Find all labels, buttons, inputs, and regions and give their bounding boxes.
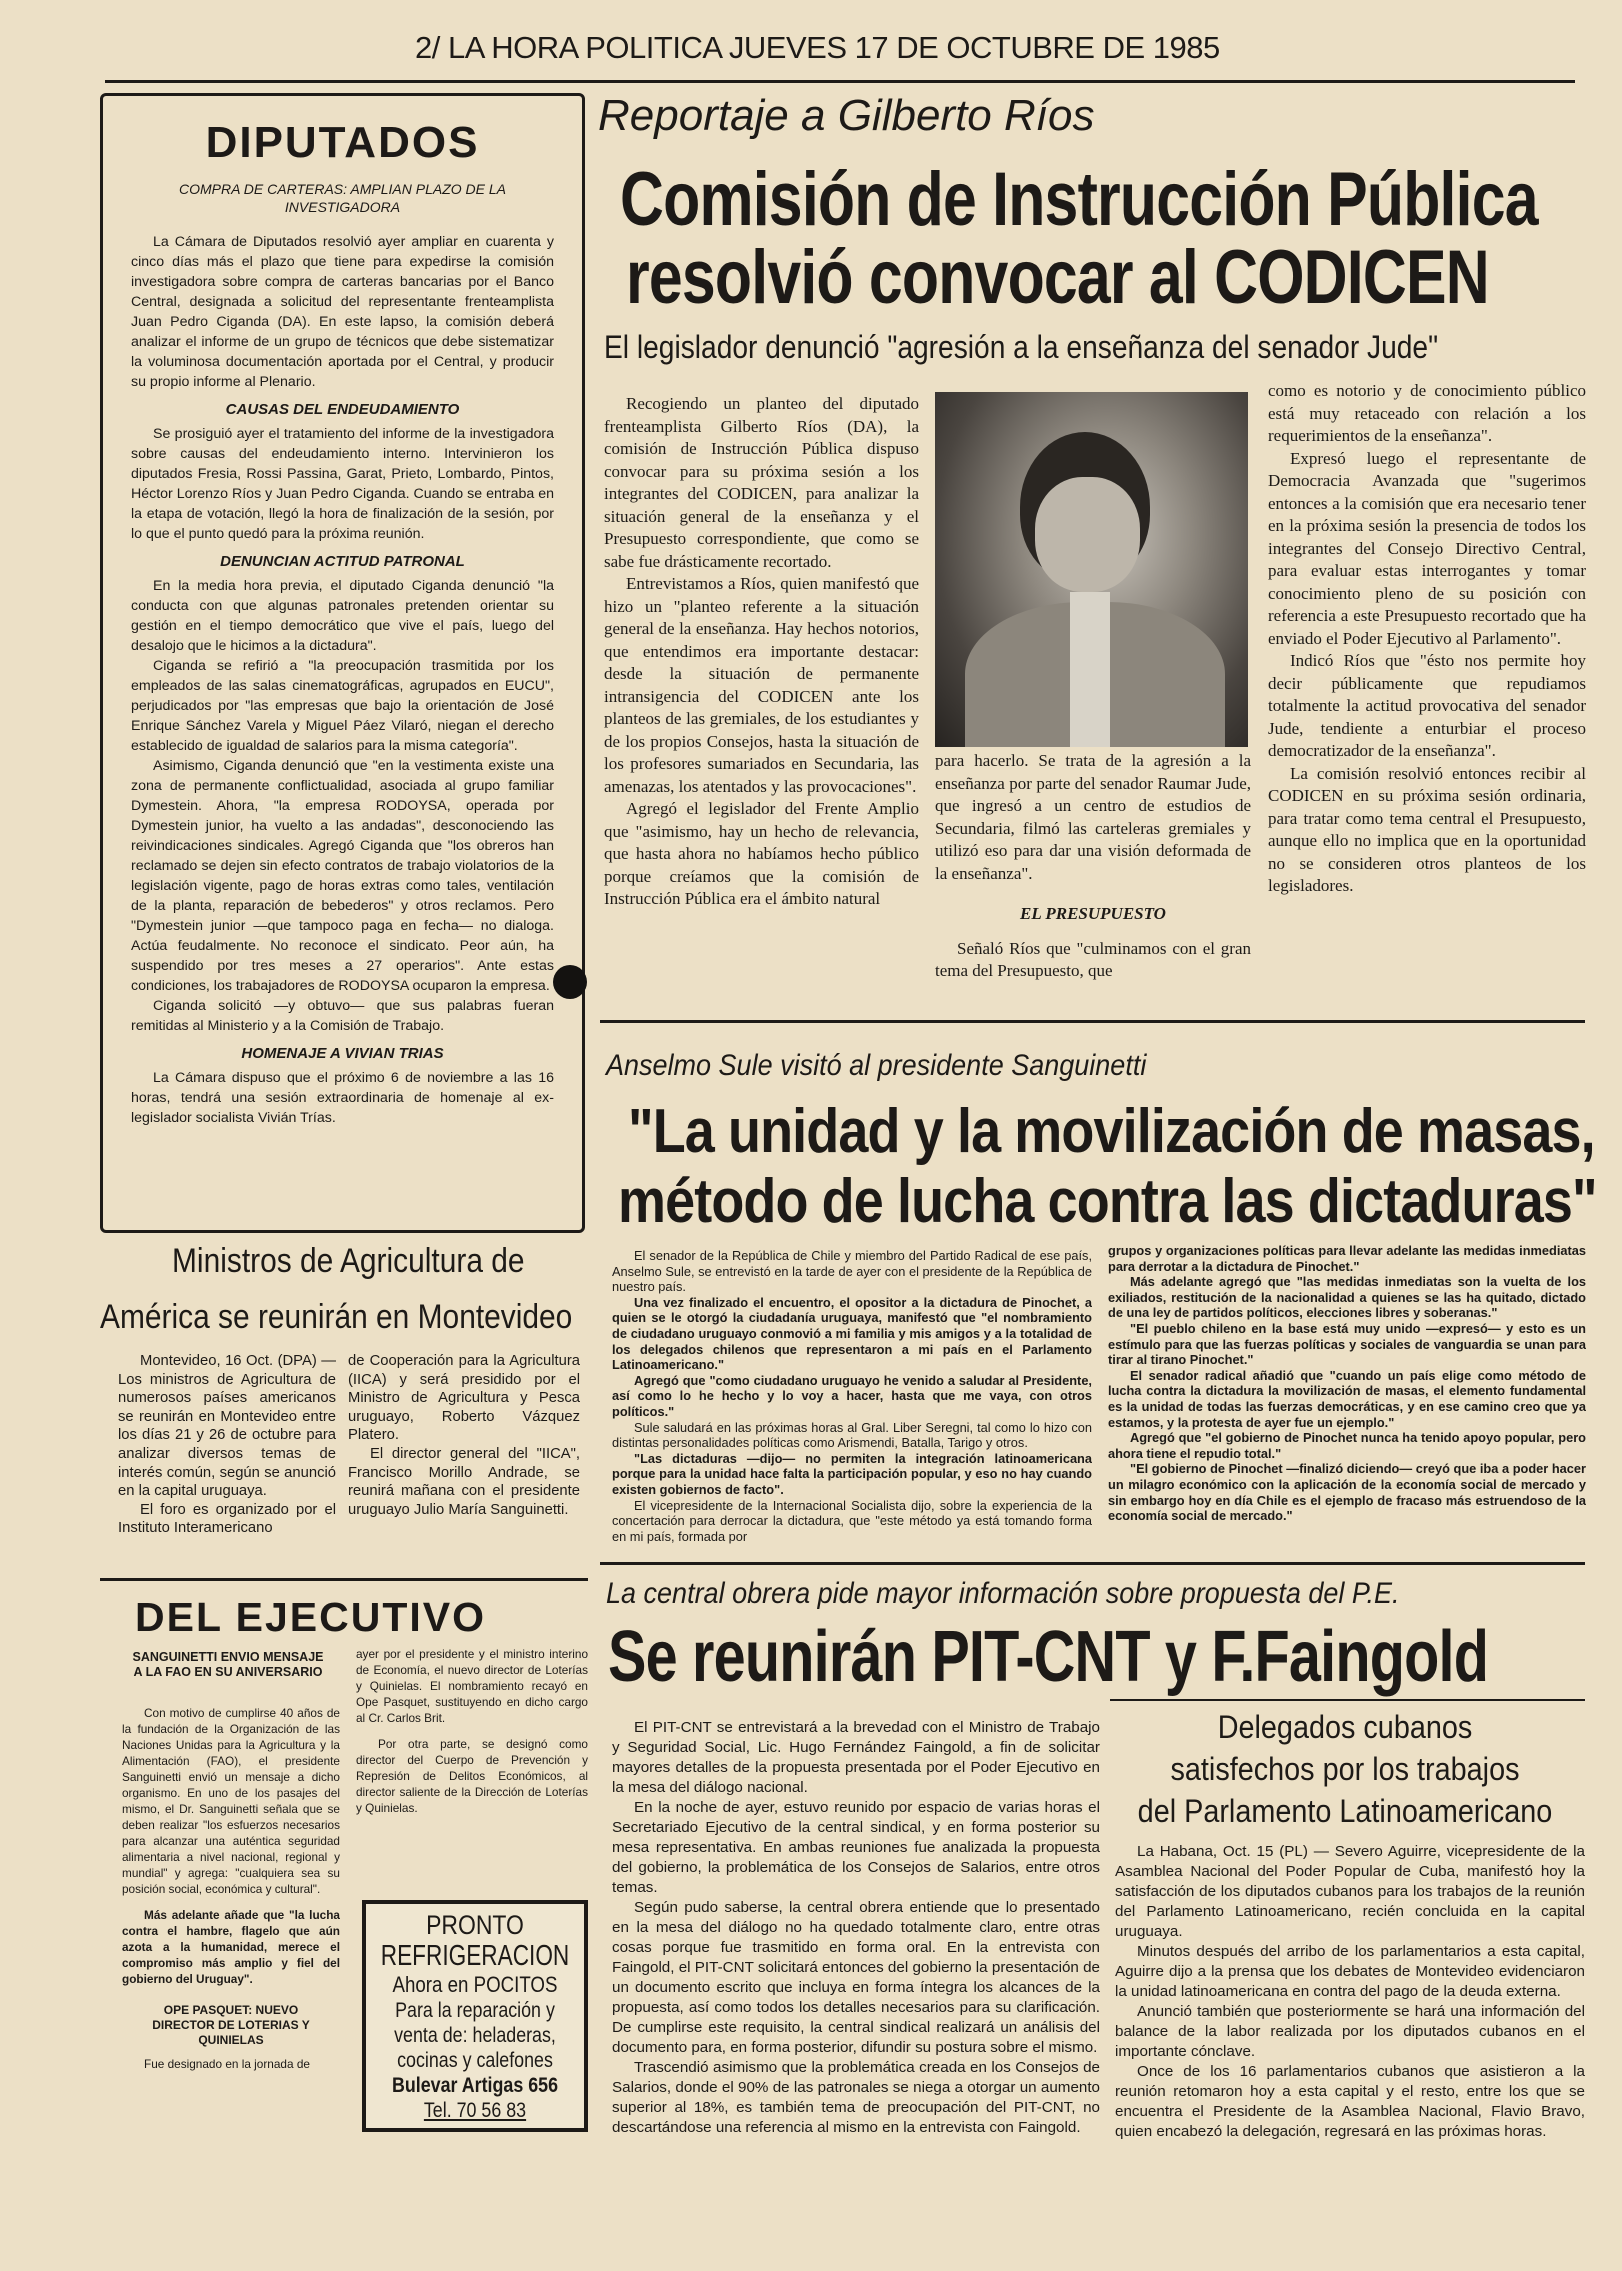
ejecutivo-col1 [122,1705,340,2145]
sule-col2-p6: "El gobierno de Pinochet —finalizó diciendo— creyó que iba a poder hacer un milagro económico con la aplicación de la economía social de mercado y sin embargo hoy en día Chile es el ejemplo de fracaso más estruendoso de la economía social de mercado." [1108,1461,1586,1524]
sule-col1-p4: Sule saludará en las próximas horas al Gral. Liber Seregni, tal como lo hizo con distintas personalidades políticas como Arismendi, Batalla, Tarigo y otros. [612,1419,1092,1451]
sule-bottom-rule [600,1562,1585,1565]
sule-col1 [612,1248,1092,1558]
pit-kicker: La central obrera pide mayor información sobre propuesta del P.E. [606,1577,1400,1610]
diputados-p2: Se prosiguió ayer el tratamiento del informe de la investigadora sobre causas del endeudamiento interno. Intervinieron los diputados Fresia, Rossi Passina, Garat, Prieto, Lombardo, Pintos, Héctor Lorenzo Ríos y Juan Pedro Ciganda. Cuando se entraba en la etapa de votación, llegó la hora de finalización de la sesión, por lo que el punto quedó para la próxima reunión. [131,426,554,542]
ministros-col1-p2: El foro es organizado por el Instituto Interamericano [118,1501,336,1537]
ad-line-8: Tel. 70 56 83 [423,2099,527,2122]
cubanos-p2: Minutos después del arribo de los parlamentarios a esta capital, Aguirre dijo a la prensa que los debates de Montevideo evidenciaron la unidad latinoamericana en contra del pago de la deuda externa. [1115,1943,1585,2000]
rios-kicker: Reportaje a Gilberto Ríos [598,91,1095,140]
diputados-sub4: HOMENAJE A VIVIAN TRIAS [241,1045,444,1062]
diputados-box [100,93,585,1233]
pit-p3: Según pudo saberse, la central obrera entiende que lo presentado en la mesa del diálogo no ha quedado totalmente claro, entre otras cosas porque fue trasmitido en forma oral. En la entrevista con Faingold, el PIT-CNT solicitará entonces del gobierno la presentación de un documento escrito que incluya en forma íntegra los alcances de la propuesta, así como todos los detalles necesarios para su clarificación. De cumplirse este requisito, la central sindical realizará un análisis del documento para, en forma posterior, difundir su postura sobre el mismo. [612,1899,1100,2056]
diputados-p5: Asimismo, Ciganda denunció que "en la vestimenta existe una zona de permanente conflictualidad, asociada al grupo familiar Dymestein. Ahora, "la empresa RODOYSA, operada por Dymestein junior, ha vuelto a las andadas", desconociendo las reivindicaciones sindicales. Agregó Ciganda que "los obreros han reclamado se dejen sin efecto contratos de trabajo violatorios de la legislación vigente, pago de horas extras como tales, ventilación de la planta, reparación de bebederos" y otros reclamos. Pero "Dymestein junior —que tampoco paga en fecha— no dialoga. Actúa feudalmente. No reconoce el sindicato. Peor aún, ha suspendido por tres meses a 27 operarios". Ante estas condiciones, los trabajadores de RODOYSA ocuparon la empresa. [131,758,554,994]
rios-bottom-rule [600,1020,1585,1023]
diputados-title: DIPUTADOS [205,118,480,167]
diputados-p1: La Cámara de Diputados resolvió ayer ampliar en cuarenta y cinco días más el plazo que tiene para expedirse la comisión investigadora sobre compra de carteras bancarias por el Banco Central, designada a solicitud del representante frenteamplista Juan Pedro Ciganda (DA). En este lapso, la comisión deberá analizar el informe de un grupo de técnicos que debe sistematizar la voluminosa documentación aportada por el Central, y producir su propio informe al Plenario. [131,234,554,390]
sule-col1-p5: "Las dictaduras —dijo— no permiten la integración latinoamericana porque para la unidad hace falta la participación popular, y eso no hay cuando existen gobiernos de facto". [612,1450,1092,1497]
cubanos-headline [1110,1706,1580,1832]
rios-col3-p3: Indicó Ríos que "ésto nos permite hoy decir públicamente que repudiamos totalmente la actitud provocativa del senador Jude, tendiente a enturbiar el proceso democratizador de la enseñanza". [1268,651,1586,760]
diputados-sub1: COMPRA DE CARTERAS: AMPLIAN PLAZO DE LA INVESTIGADORA [178,181,506,215]
rios-col3 [1268,380,1586,1020]
diputados-p4: Ciganda se refirió a "la preocupación trasmitida por los empleados de las salas cinematográficas, agrupados en EUCU", perjudicados por "las empresas que bajo la orientación de José Enrique Sánchez Varela y Miguel Páez Vilaró, niegan el derecho establecido de igualdad de salarios para la misma categoría". [131,658,554,754]
pronto-refrigeracion-ad [362,1900,588,2132]
rios-col1-p2: Entrevistamos a Ríos, quien manifestó que hizo un "planteo referente a la situación general de la enseñanza. Hay hechos notorios, que entendimos era importante destacar: desde la situación de permanente intransigencia del CODICEN ante los planteos de las gremiales, de los estudiantes y de los propios Consejos, hasta la situación de los profesores sumariados en Secundaria, las amenazas, los atentados y las provocaciones". [604,574,919,796]
header-rule [105,80,1575,83]
pit-col [612,1718,1100,2163]
ministros-col1 [118,1352,336,1574]
ad-line-5: venta de: heladeras, [394,2024,556,2047]
ministros-col2 [348,1352,580,1574]
cubanos-headline-3: del Parlamento Latinoamericano [1137,1793,1553,1829]
ejecutivo-title: DEL EJECUTIVO [135,1594,487,1640]
pit-p2: En la noche de ayer, estuvo reunido por espacio de varias horas el Secretariado Ejecutivo de la central sindical, y en forma posterior su mesa representativa. En ambas reuniones fue analizada la propuesta del gobierno, la problemática de los Consejos de Salarios, entre otros temas. [612,1799,1100,1896]
ministros-col1-p1: Montevideo, 16 Oct. (DPA) — Los ministros de Agricultura de numerosos países americanos se reunirán en Montevideo entre los días 21 y 26 de octubre para analizar diversos temas de interés común, según se anunció en la capital uruguaya. [118,1353,336,1500]
sule-col2-p1: grupos y organizaciones políticas para llevar adelante las medidas inmediatas para derrotar a la dictadura de Pinochet." [1108,1243,1586,1274]
rios-col3-p2: Expresó luego el representante de Democracia Avanzada que "sugerimos entonces a la comisión que era necesario tener en la próxima sesión la presencia de todos los integrantes del Consejo Directivo Central, para evaluar estas interrogantes y tomar conocimiento pleno de su posición con referencia a este Presupuesto recortado que ha enviado el Poder Ejecutivo al Parlamento". [1268,448,1586,648]
ad-line-4: Para la reparación y [395,1999,555,2022]
diputados-p3: En la media hora previa, el diputado Ciganda denunció "la conducta con que algunas patronales pretenden orientar su gestión en el tiempo democrático que vive el país, luego del desalojo que le hicimos a la dictadura". [131,578,554,654]
rios-col1-p3: Agregó el legislador del Frente Amplio que "asimismo, hay un hecho de relevancia, que hasta ahora no habíamos hecho público porque creíamos que la comisión de Instrucción Pública era el ámbito natural [604,799,919,908]
ejecutivo-p5: Por otra parte, se designó como director del Cuerpo de Prevención y Represión de Delitos Económicos, al director saliente de la Dirección de Loterías y Quinielas. [356,1737,588,1815]
rios-col1-p1: Recogiendo un planteo del diputado frenteamplista Gilberto Ríos (DA), la comisión de Instrucción Pública dispuso convocar para su próxima sesión a los integrantes del CODICEN, para analizar la situación general de la enseñanza y el Presupuesto correspondiente, que como se sabe fue drásticamente recortado. [604,394,919,571]
ad-line-1: PRONTO [426,1910,524,1940]
sule-col2-p3: "El pueblo chileno en la base está muy unido —expresó— y esto es un estímulo para que las fuerzas políticas y sociales de vanguardia se unan para tirar al tirano Pinochet." [1108,1320,1586,1368]
ad-line-2: REFRIGERACION [380,1940,570,1972]
rios-col2-sub: EL PRESUPUESTO [1020,904,1166,923]
ministros-headline-2: América se reunirán en Montevideo [100,1298,573,1336]
diputados-p6: Ciganda solicitó —y obtuvo— que sus palabras fueran remitidas al Ministerio y a la Comisión de Trabajo. [131,998,554,1034]
ejecutivo-col2 [356,1646,588,1886]
sule-col2 [1108,1243,1586,1558]
rios-headline-1: Comisión de Instrucción Pública [620,157,1538,242]
page-header: 2/ LA HORA POLITICA JUEVES 17 DE OCTUBRE DE 1985 [415,30,1220,65]
pit-p4: Trascendió asimismo que la problemática creada en los Consejos de Salarios, donde el 90% de las patronales se niega a otorgar un aumento superior al 18%, es también tema de preocupación del PIT-CNT, no descartándose una referencia al mismo en la entrevista con Faingold. [612,2059,1100,2136]
sule-kicker: Anselmo Sule visitó al presidente Sanguinetti [606,1049,1147,1082]
sule-col1-p1: El senador de la República de Chile y miembro del Partido Radical de ese país, Anselmo Sule, se entrevistó en la tarde de ayer con el presidente de la República de nuestro país. [612,1248,1092,1295]
sule-col2-p4: El senador radical añadió que "cuando un país elige como método de lucha contra la dictadura la movilización de masas, el elemento fundamental es la unidad de todas las fuerzas democráticas, y en ese camino creo que ya estamos, y la protesta de ayer fue un ejemplo." [1108,1367,1586,1430]
sule-col1-p3: Agregó que "como ciudadano uruguayo he venido a saludar al Presidente, así como lo he hecho y lo voy a hacer, hasta que me vaya, con otros políticos." [612,1372,1092,1419]
cubanos-col [1115,1842,1585,2164]
cubanos-p1: La Habana, Oct. 15 (PL) — Severo Aguirre, vicepresidente de la Asamblea Nacional del Poder Popular de Cuba, manifestó hoy la satisfacción de los diputados cubanos para los trabajos de la reunión del Parlamento Latinoamericano, recién concluida en la capital uruguaya. [1115,1843,1585,1940]
diputados-p7: La Cámara dispuso que el próximo 6 de noviembre a las 16 horas, tendrá una sesión extraordinaria de homenaje al ex-legislador socialista Vivián Trías. [131,1070,554,1126]
ministros-col2-p1: de Cooperación para la Agricultura (IICA) y será presidido por el Ministro de Agricultura y Pesca uruguayo, Roberto Vázquez Platero. [348,1353,580,1444]
binder-hole [553,965,587,999]
diputados-sub2: CAUSAS DEL ENDEUDAMIENTO [225,401,460,418]
ejecutivo-p1: Con motivo de cumplirse 40 años de la fundación de la Organización de las Naciones Unidas para la Agricultura y la Alimentación (FAO), el presidente Sanguinetti envió un mensaje a dicho organismo. En uno de los pasajes del mismo, el Dr. Sanguinetti señala que se deben realizar "los esfuerzos necesarios para alcanzar una auténtica seguridad alimentaria a nivel nacional, regional y mundial" y agrega: "cualquiera sea su posición social, económica y cultural". [122,1706,340,1896]
cubanos-headline-1: Delegados cubanos [1217,1709,1473,1745]
ad-line-6: cocinas y calefones [397,2049,553,2072]
ministros-headline-1: Ministros de Agricultura de [172,1242,525,1280]
rios-col3-p1: como es notorio y de conocimiento público está muy retaceado con relación a los requerimientos de la enseñanza". [1268,381,1586,445]
sule-headline-2: método de lucha contra las dictaduras" [618,1167,1597,1236]
ejecutivo-sub2: OPE PASQUET: NUEVO DIRECTOR DE LOTERIAS Y QUINIELAS [152,2003,310,2047]
ejecutivo-p3: Fue designado en la jornada de [144,2057,310,2071]
ad-line-7: Bulevar Artigas 656 [391,2074,559,2097]
rios-col1 [604,393,919,1018]
pit-p1: El PIT-CNT se entrevistará a la brevedad con el Ministro de Trabajo y Seguridad Social, Lic. Hugo Fernández Faingold, a fin de solicitar mayores detalles de la propuesta presentada por el Poder Ejecutivo en la mesa del diálogo nacional. [612,1719,1100,1796]
ejecutivo-sub1: SANGUINETTI ENVIO MENSAJE A LA FAO EN SU ANIVERSARIO [132,1650,324,1679]
sule-col1-p6: El vicepresidente de la Internacional Socialista dijo, sobre la experiencia de la concertación para derrocar la dictadura, que "este método ya está tomando forma en mi país, formada por [612,1497,1092,1544]
rios-col2-p1: para hacerlo. Se trata de la agresión a la enseñanza por parte del senador Raumar Jude, que ingresó a un centro de estudios de Secundaria, filmó las carteleras gremiales y utilizó eso para dar una visión deformada de la enseñanza". [935,751,1251,883]
sule-col2-p5: Agregó que "el gobierno de Pinochet nunca ha tenido apoyo popular, pero ahora tiene el repudio total." [1108,1430,1586,1461]
ministros-col2-p2: El director general del "IICA", Francisco Morillo Andrade, se reunirá mañana con el presidente uruguayo Julio María Sanguinetti. [348,1445,580,1518]
sule-col1-p2: Una vez finalizado el encuentro, el opositor a la dictadura de Pinochet, a quien se le otorgó la ciudadanía uruguaya, manifestó que "el nombramiento de ciudadano uruguayo conmovió a mi familia y mis amigos y a la totalidad de los delegados chilenos que representaron a mi país en el Parlamento Latinoamericano." [612,1294,1092,1373]
ejecutivo-p2: Más adelante añade que "la lucha contra el hambre, flagelo que aún azota a la humanidad, merece el compromiso más amplio y fiel del gobierno del Uruguay". [122,1908,340,1986]
diputados-sub3: DENUNCIAN ACTITUD PATRONAL [220,553,465,570]
gilberto-rios-photo [935,392,1248,747]
rios-deck: El legislador denunció "agresión a la enseñanza del senador Jude" [604,329,1439,365]
ministros-bottom-rule [100,1578,588,1581]
cubanos-top-rule [1110,1699,1585,1701]
ejecutivo-p4: ayer por el presidente y el ministro interino de Economía, el nuevo director de Loterías y Quinielas. El nombramiento recayó en Ope Pasquet, sustituyendo en dicho cargo al Cr. Carlos Brit. [356,1647,588,1725]
rios-headline-2: resolvió convocar al CODICEN [626,235,1489,320]
sule-col2-p2: Más adelante agregó que "las medidas inmediatas son la vuelta de los exiliados, restitución de la nacionalidad a quienes se las ha quitado, dictado de una ley de partidos políticos, elecciones libres y soberanas." [1108,1274,1586,1321]
cubanos-p3: Anunció también que posteriormente se hará una información del balance de la labor realizada por los diputados cubanos en el importante cónclave. [1115,2003,1585,2060]
sule-headline-1: "La unidad y la movilización de masas, [628,1097,1595,1166]
pit-headline: Se reunirán PIT-CNT y F.Faingold [608,1617,1489,1697]
rios-col2-p2: Señaló Ríos que "culminamos con el gran tema del Presupuesto, que [935,938,1251,980]
ad-line-3: Ahora en POCITOS [392,1972,558,1997]
rios-col3-p4: La comisión resolvió entonces recibir al CODICEN en su próxima sesión ordinaria, para tratar como tema central el Presupuesto, aunque ello no implica que en la oportunidad no se consideren otros planteos de los legisladores. [1268,763,1586,895]
rios-col2 [935,750,1251,1018]
cubanos-p4: Once de los 16 parlamentarios cubanos que asistieron a la reunión retomaron hoy a esta capital y el resto, entre los que se encuentra el Presidente de la Asamblea Nacional, Flavio Bravo, quien encabezó la delegación, regresará en las próximas horas. [1115,2063,1585,2140]
cubanos-headline-2: satisfechos por los trabajos [1170,1751,1520,1787]
